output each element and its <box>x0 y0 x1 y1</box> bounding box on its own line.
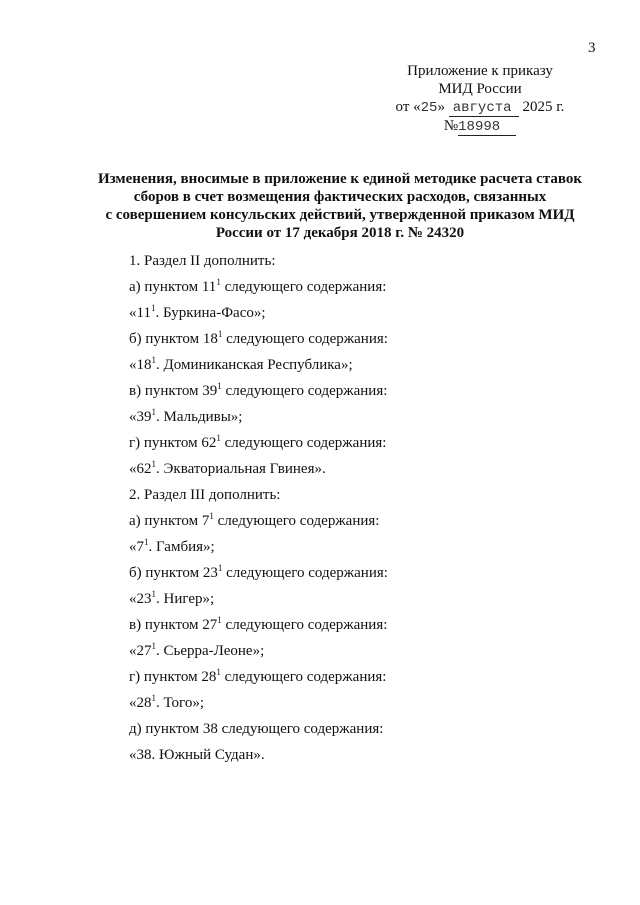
list-item: г) пунктом $62^1$ следующего содержания: <box>129 433 387 451</box>
list-item: а) пунктом $11^1$ следующего содержания: <box>129 277 387 295</box>
title-line: Изменения, вносимые в приложение к единой методике расчета ставок <box>97 171 583 187</box>
header-order-number <box>380 117 580 136</box>
section-2-heading: 1. Раздел II дополнить: <box>129 253 276 269</box>
date-prefix: от « <box>395 99 421 115</box>
date-day: 25 <box>420 100 438 116</box>
order-attachment-header <box>380 62 580 136</box>
list-item: б) пунктом $18^1$ следующего содержания: <box>129 329 388 347</box>
list-item: «$23^1$. Нигер»; <box>129 589 215 607</box>
list-item: б) пунктом $23^1$ следующего содержания: <box>129 563 388 581</box>
list-item: «$28^1$. Того»; <box>129 693 204 711</box>
page-number: 3 <box>588 40 596 56</box>
list-item: «38. Южный Судан». <box>129 747 265 763</box>
title-line: сборов в счет возмещения фактических расходов, связанных <box>133 189 547 205</box>
list-item: «$39^1$. Мальдивы»; <box>129 407 243 425</box>
date-month: августа <box>449 100 519 117</box>
list-item: «$62^1$. Экваториальная Гвинея». <box>129 459 326 477</box>
header-attachment-label: Приложение к приказу <box>407 63 553 79</box>
section-3-heading: 2. Раздел III дополнить: <box>129 487 281 503</box>
title-line: с совершением консульских действий, утвержденной приказом МИД <box>105 207 575 223</box>
title-line: России от 17 декабря 2018 г. № 24320 <box>215 225 465 241</box>
date-year: 2025 г. <box>522 99 565 115</box>
order-number: 18998 <box>458 119 516 136</box>
date-mid: » <box>437 99 445 115</box>
list-item: г) пунктом $28^1$ следующего содержания: <box>129 667 387 685</box>
list-item: в) пунктом $27^1$ следующего содержания: <box>129 615 388 633</box>
list-item: в) пунктом $39^1$ следующего содержания: <box>129 381 388 399</box>
list-item: а) пунктом $7^1$ следующего содержания: <box>129 511 380 529</box>
list-item: «$18^1$. Доминиканская Республика»; <box>129 355 353 373</box>
header-ministry: МИД России <box>438 81 522 97</box>
list-item: д) пунктом 38 следующего содержания: <box>129 721 384 737</box>
list-item: «$7^1$. Гамбия»; <box>129 537 215 555</box>
document-title <box>60 170 620 242</box>
amendments-list <box>129 252 619 772</box>
header-date <box>380 98 580 117</box>
number-prefix: № <box>443 118 459 134</box>
list-item: «$27^1$. Сьерра-Леоне»; <box>129 641 265 659</box>
list-item: «$11^1$. Буркина-Фасо»; <box>129 303 266 321</box>
